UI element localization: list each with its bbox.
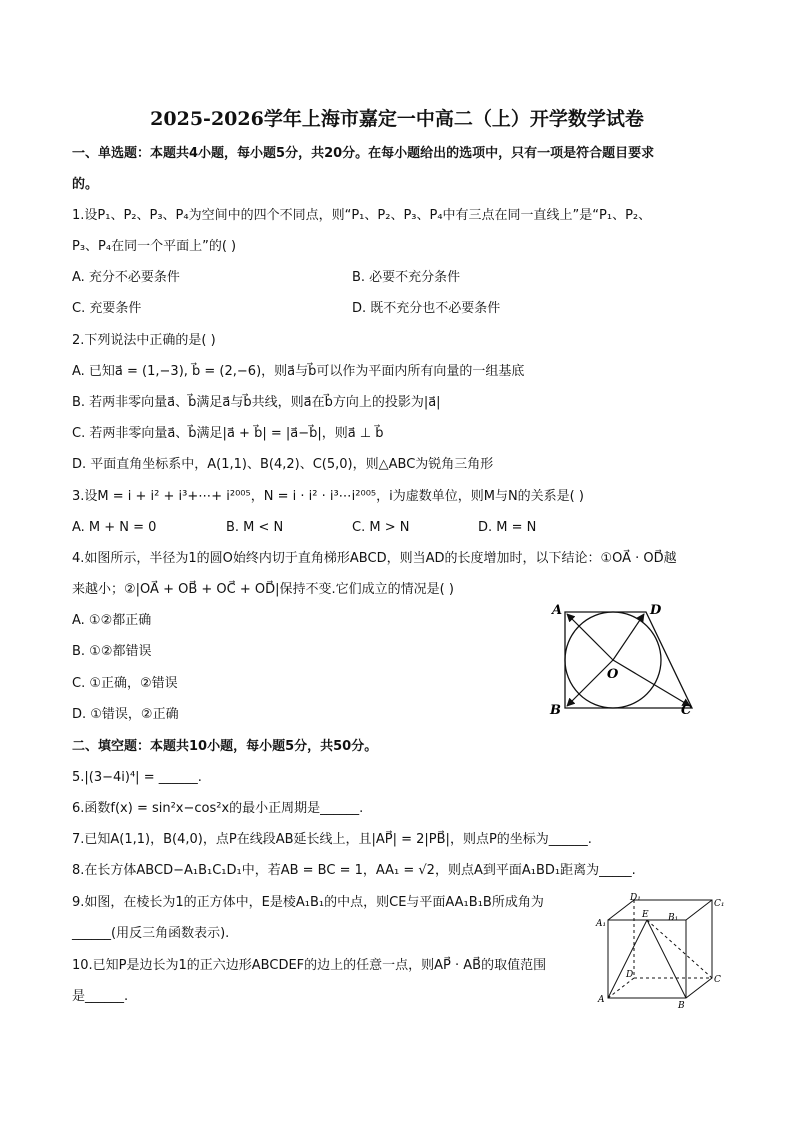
vector-od [613, 614, 644, 660]
q1-stem-cont: P₃、P₄在同一个平面上”的( ) [72, 239, 237, 254]
label-a1: A₁ [596, 919, 607, 929]
q2-option-d: D. 平面直角坐标系中，A(1,1)、B(4,2)、C(5,0)，则△ABC为锐角三角形 [72, 457, 494, 472]
q10-stem-cont: 是______. [72, 989, 129, 1004]
label-e: E [642, 910, 649, 920]
q1-option-b: B. 必要不充分条件 [352, 270, 461, 285]
label-a: A [598, 995, 605, 1005]
q3-stem: 3.设M = i + i² + i³+⋯+ i²⁰⁰⁵，N = i · i² · i³⋯i²⁰⁰⁵，i为虚数单位，则M与N的关系是( ) [72, 489, 584, 504]
q4-option-a: A. ①②都正确 [72, 613, 152, 628]
section1-heading-cont: 的。 [72, 177, 99, 192]
q9-cube-figure [594, 890, 730, 1012]
q5-stem: 5.|(3−4i)⁴| = ______. [72, 770, 202, 785]
vector-oc [613, 660, 690, 706]
q4-trapezoid-figure [540, 596, 700, 720]
vector-oa [567, 614, 613, 660]
label-d: D [650, 603, 662, 618]
label-d1: D₁ [630, 893, 641, 903]
label-a: A [552, 603, 563, 618]
label-c: C [714, 975, 721, 985]
q3-option-d: D. M = N [478, 520, 537, 535]
q2-stem: 2.下列说法中正确的是( ) [72, 333, 216, 348]
section2-heading: 二、填空题：本题共10小题，每小题5分，共50分。 [72, 739, 378, 754]
q4-option-b: B. ①②都错误 [72, 644, 152, 659]
cube-hidden-edge-3 [608, 978, 634, 998]
exam-title: 2025-2026学年上海市嘉定一中高二（上）开学数学试卷 [150, 108, 644, 130]
label-c1: C₁ [714, 899, 725, 909]
trapezoid-outline [565, 612, 692, 708]
q9-stem-cont: ______(用反三角函数表示). [72, 926, 230, 941]
label-c: C [681, 703, 692, 718]
q7-stem: 7.已知A(1,1)，B(4,0)，点P在线段AB延长线上，且|AP⃗| = 2|PB⃗|，则点P的坐标为______. [72, 832, 592, 847]
q1-option-a: A. 充分不必要条件 [72, 270, 180, 285]
label-b: B [678, 1001, 685, 1011]
section1-heading: 一、单选题：本题共4小题，每小题5分，共20分。在每小题给出的选项中，只有一项是符合题目要求 [72, 146, 655, 161]
q4-stem-cont: 来越小；②|OA⃗ + OB⃗ + OC⃗ + OD⃗|保持不变.它们成立的情况是( ) [72, 582, 454, 597]
segment-ce [647, 920, 712, 978]
q10-stem: 10.已知P是边长为1的正六边形ABCDEF的边上的任意一点，则AP⃗ · AB⃗的取值范围 [72, 958, 547, 973]
q9-stem: 9.如图，在棱长为1的正方体中，E是棱A₁B₁的中点，则CE与平面AA₁B₁B所成角为 [72, 895, 544, 910]
label-d: D [626, 970, 634, 980]
q4-option-c: C. ①正确，②错误 [72, 676, 178, 691]
q3-option-c: C. M > N [352, 520, 410, 535]
q1-stem: 1.设P₁、P₂、P₃、P₄为空间中的四个不同点，则“P₁、P₂、P₃、P₄中有三点在同一直线上”是“P₁、P₂、 [72, 208, 652, 223]
segment-be [647, 920, 686, 998]
q3-option-b: B. M < N [226, 520, 284, 535]
segment-ae [608, 920, 647, 998]
label-b1: B₁ [668, 913, 679, 923]
q1-option-c: C. 充要条件 [72, 301, 142, 316]
q4-stem: 4.如图所示，半径为1的圆O始终内切于直角梯形ABCD，则当AD的长度增加时，以下结论：①OA⃗ · OD⃗越 [72, 551, 677, 566]
q6-stem: 6.函数f(x) = sin²x−cos²x的最小正周期是______. [72, 801, 364, 816]
q2-option-b: B. 若两非零向量a⃗、b⃗满足a⃗与b⃗共线，则a⃗在b⃗方向上的投影为|a⃗| [72, 395, 441, 410]
q4-option-d: D. ①错误，②正确 [72, 707, 179, 722]
q8-stem: 8.在长方体ABCD−A₁B₁C₁D₁中，若AB = BC = 1，AA₁ = √2，则点A到平面A₁BD₁距离为_____. [72, 863, 636, 878]
q1-option-d: D. 既不充分也不必要条件 [352, 301, 501, 316]
cube-visible-edges [608, 900, 712, 998]
q3-option-a: A. M + N = 0 [72, 520, 157, 535]
label-o: O [607, 667, 619, 682]
q2-option-a: A. 已知a⃗ = (1,−3), b⃗ = (2,−6)，则a⃗与b⃗可以作为平面内所有向量的一组基底 [72, 364, 525, 379]
label-b: B [550, 703, 561, 718]
q2-option-c: C. 若两非零向量a⃗、b⃗满足|a⃗ + b⃗| = |a⃗−b⃗|，则a⃗ ⊥ b⃗ [72, 426, 384, 441]
